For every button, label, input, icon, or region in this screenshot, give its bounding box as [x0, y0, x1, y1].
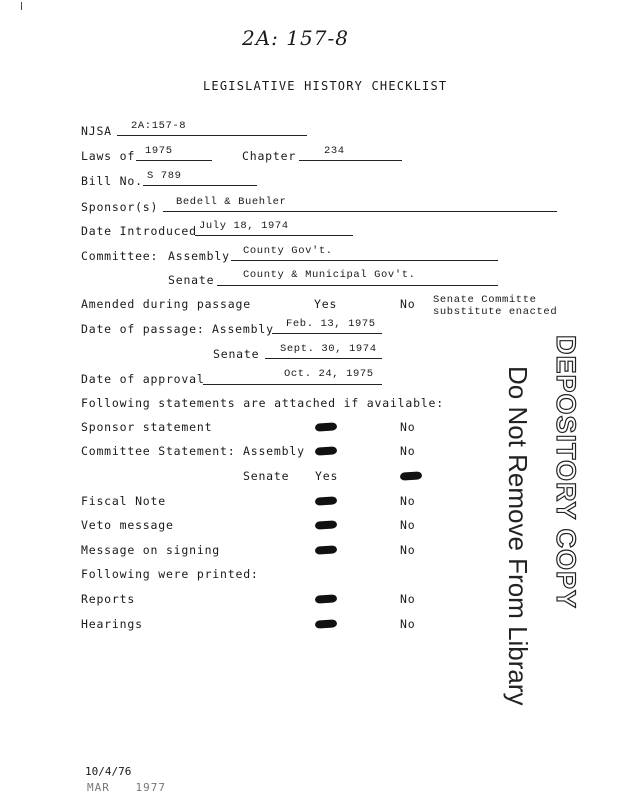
laws-underline: [136, 160, 212, 161]
committee-statement-assembly-label: Assembly: [243, 444, 305, 458]
committee-statement-senate-label: Senate: [243, 469, 290, 483]
amended-label: Amended during passage: [81, 297, 251, 311]
fiscal-note-yes-mark: [315, 496, 338, 506]
sponsor-value: Bedell & Buehler: [176, 196, 287, 208]
hearings-no: No: [400, 617, 416, 631]
njsa-value: 2A:157-8: [131, 120, 187, 132]
reports-yes-mark: [315, 594, 338, 604]
approval-underline: [203, 384, 382, 385]
signing-message-no: No: [400, 543, 416, 557]
committee-senate-label: Senate: [168, 273, 215, 287]
committee-statement-assembly-no: No: [400, 444, 416, 458]
committee-senate-underline: [217, 285, 498, 286]
sponsor-underline: [163, 211, 557, 212]
passage-senate-value: Sept. 30, 1974: [280, 343, 377, 355]
passage-assembly-label: Assembly: [212, 322, 274, 336]
sponsor-label: Sponsor(s): [81, 200, 159, 214]
bill-label: Bill No.: [81, 174, 143, 188]
veto-message-label: Veto message: [81, 518, 174, 532]
fiscal-note-label: Fiscal Note: [81, 494, 166, 508]
laws-value: 1975: [145, 145, 173, 157]
introduced-value: July 18, 1974: [199, 220, 289, 232]
bill-value: S 789: [147, 170, 182, 182]
page-title: LEGISLATIVE HISTORY CHECKLIST: [203, 79, 448, 93]
handwritten-code: 2A: 157-8: [242, 26, 349, 50]
veto-message-yes-mark: [315, 520, 338, 530]
committee-senate-no-mark: [400, 471, 423, 481]
chapter-value: 234: [324, 145, 345, 157]
njsa-label: NJSA: [81, 124, 112, 138]
introduced-underline: [195, 235, 353, 236]
committee-statement-senate-yes: Yes: [315, 469, 339, 483]
amended-note-2: substitute enacted: [433, 306, 558, 318]
passage-assembly-value: Feb. 13, 1975: [286, 318, 376, 330]
committee-senate-value: County & Municipal Gov't.: [243, 269, 416, 281]
footer-date: 10/4/76: [85, 765, 132, 778]
bill-underline: [143, 185, 257, 186]
reports-no: No: [400, 592, 416, 606]
reports-label: Reports: [81, 592, 136, 606]
margin-mark: [21, 2, 22, 10]
chapter-label: Chapter: [242, 149, 297, 163]
njsa-underline: [117, 135, 307, 136]
fiscal-note-no: No: [400, 494, 416, 508]
approval-label: Date of approval: [81, 372, 205, 386]
sponsor-statement-yes-mark: [315, 422, 338, 432]
printed-heading: Following were printed:: [81, 567, 259, 581]
introduced-label: Date Introduced: [81, 224, 197, 238]
passage-senate-label: Senate: [213, 347, 260, 361]
hearings-label: Hearings: [81, 617, 143, 631]
signing-message-yes-mark: [315, 545, 338, 555]
passage-assembly-underline: [272, 333, 382, 334]
passage-senate-underline: [265, 358, 382, 359]
hearings-yes-mark: [315, 619, 338, 629]
committee-statement-label: Committee Statement:: [81, 444, 236, 458]
committee-label: Committee:: [81, 249, 159, 263]
do-not-remove-stamp: Do Not Remove From Library: [503, 366, 533, 706]
committee-assembly-underline: [231, 260, 498, 261]
veto-message-no: No: [400, 518, 416, 532]
passage-label: Date of passage:: [81, 322, 205, 336]
laws-label: Laws of: [81, 149, 136, 163]
statements-heading: Following statements are attached if available:: [81, 396, 445, 410]
amended-yes: Yes: [314, 297, 338, 311]
amended-note-1: Senate Committe: [433, 294, 537, 306]
committee-assembly-label: Assembly: [168, 249, 230, 263]
depository-copy-stamp: DEPOSITORY COPY: [551, 335, 581, 610]
signing-message-label: Message on signing: [81, 543, 221, 557]
committee-assembly-value: County Gov't.: [243, 245, 333, 257]
sponsor-statement-no: No: [400, 420, 416, 434]
chapter-underline: [299, 160, 402, 161]
received-stamp-date: MAR 1977: [87, 781, 166, 794]
approval-value: Oct. 24, 1975: [284, 368, 374, 380]
committee-assembly-yes-mark: [315, 446, 338, 456]
sponsor-statement-label: Sponsor statement: [81, 420, 213, 434]
amended-no: No: [400, 297, 416, 311]
